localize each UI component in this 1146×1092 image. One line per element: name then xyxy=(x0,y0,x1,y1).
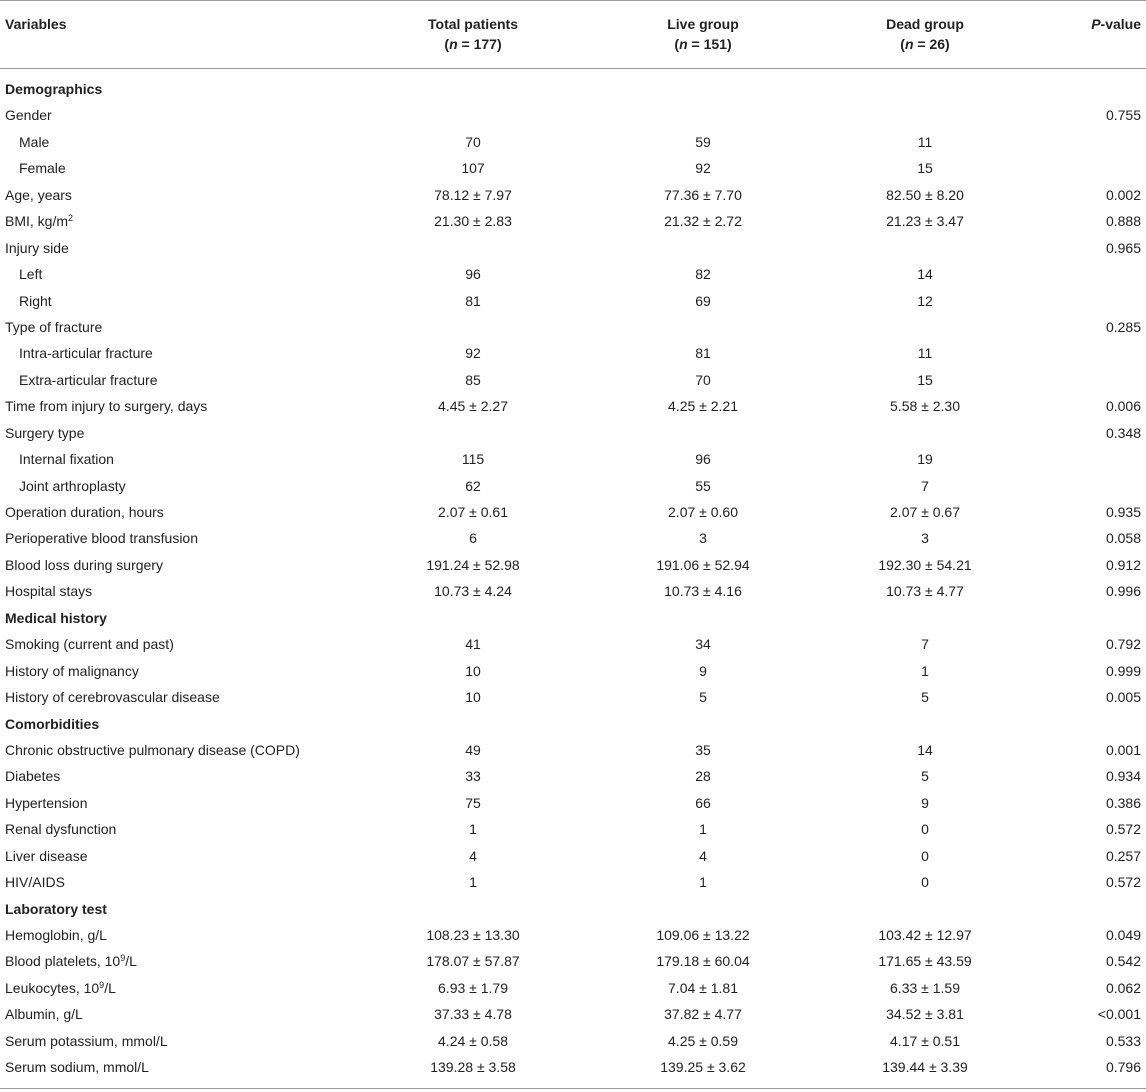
variable-label: History of malignancy xyxy=(5,662,139,679)
section-header-row xyxy=(0,711,1146,737)
header-dead-label: Dead group xyxy=(886,16,964,32)
variable-label: Diabetes xyxy=(5,768,61,785)
variable-label: Left xyxy=(19,266,43,283)
total-patients-cell: 92 xyxy=(465,345,481,362)
total-patients-cell: 1 xyxy=(469,821,477,838)
header-p-value: P-value xyxy=(1091,16,1141,32)
p-value-cell: 0.257 xyxy=(1105,847,1141,864)
header-live xyxy=(593,14,813,54)
variable-label: Serum sodium, mmol/L xyxy=(5,1059,149,1076)
total-patients-cell: 70 xyxy=(465,133,481,150)
variable-label: Renal dysfunction xyxy=(5,821,117,838)
dead-group-cell: 3 xyxy=(921,530,929,547)
header-live-label: Live group xyxy=(667,16,739,32)
live-group-cell: 55 xyxy=(695,477,711,494)
p-value-cell: 0.062 xyxy=(1105,979,1141,996)
p-value-cell: 0.049 xyxy=(1105,927,1141,943)
table-row xyxy=(0,790,1146,816)
variable-label: Type of fracture xyxy=(5,318,103,335)
total-patients-cell: 96 xyxy=(465,266,481,283)
p-value-cell: 0.348 xyxy=(1105,424,1141,441)
live-group-cell: 35 xyxy=(695,741,711,758)
dead-group-cell: 0 xyxy=(921,821,929,838)
table-row xyxy=(0,102,1146,128)
live-group-cell: 21.32 ± 2.72 xyxy=(664,213,742,230)
variable-label: Time from injury to surgery, days xyxy=(5,398,208,415)
dead-group-cell: 6.33 ± 1.59 xyxy=(890,979,960,996)
section-title: Medical history xyxy=(5,609,107,626)
table-row xyxy=(0,843,1146,869)
p-value-cell: 0.888 xyxy=(1105,213,1141,230)
variable-label: Internal fixation xyxy=(19,451,114,468)
dead-group-cell: 1 xyxy=(921,662,929,679)
dead-group-cell: 11 xyxy=(917,345,933,362)
header-dead xyxy=(815,14,1035,54)
total-patients-cell: 62 xyxy=(465,477,481,494)
section-title: Demographics xyxy=(5,81,103,97)
live-group-cell: 3 xyxy=(699,530,707,547)
table-row xyxy=(0,261,1146,287)
variable-label: Injury side xyxy=(5,239,69,256)
table-row xyxy=(0,367,1146,393)
dead-group-cell: 0 xyxy=(921,874,929,891)
bottom-rule xyxy=(0,1088,1146,1089)
variable-label: Male xyxy=(19,133,50,150)
total-patients-cell: 191.24 ± 52.98 xyxy=(426,556,520,573)
dead-group-cell: 192.30 ± 54.21 xyxy=(878,556,972,573)
dead-group-cell: 4.17 ± 0.51 xyxy=(890,1032,960,1049)
p-value-cell: 0.002 xyxy=(1105,186,1141,203)
header-rule xyxy=(0,68,1146,69)
variable-label: Joint arthroplasty xyxy=(19,477,126,494)
live-group-cell: 70 xyxy=(695,371,711,388)
p-value-cell: 0.755 xyxy=(1105,107,1141,124)
total-patients-cell: 10 xyxy=(465,689,481,706)
table-row xyxy=(0,975,1146,1001)
total-patients-cell: 10 xyxy=(465,662,481,679)
table-row xyxy=(0,1054,1146,1080)
total-patients-cell: 4 xyxy=(469,847,477,864)
variable-label: Hypertension xyxy=(5,794,88,811)
table-row xyxy=(0,684,1146,710)
live-group-cell: 34 xyxy=(695,636,711,653)
p-value-cell: 0.934 xyxy=(1105,768,1141,785)
dead-group-cell: 21.23 ± 3.47 xyxy=(886,213,964,230)
total-patients-cell: 10.73 ± 4.24 xyxy=(434,583,512,600)
table-row xyxy=(0,922,1146,948)
table-body xyxy=(0,76,1146,1081)
table-row xyxy=(0,288,1146,314)
total-patients-cell: 21.30 ± 2.83 xyxy=(434,213,512,230)
table-row xyxy=(0,129,1146,155)
dead-group-cell: 14 xyxy=(917,266,933,283)
p-value-cell: 0.912 xyxy=(1105,556,1141,573)
p-value-cell: 0.796 xyxy=(1105,1059,1141,1076)
live-group-cell: 66 xyxy=(695,794,711,811)
dead-group-cell: 0 xyxy=(921,847,929,864)
dead-group-cell: 103.42 ± 12.97 xyxy=(878,927,972,943)
live-group-cell: 37.82 ± 4.77 xyxy=(664,1006,742,1023)
live-group-cell: 1 xyxy=(699,821,707,838)
live-group-cell: 7.04 ± 1.81 xyxy=(668,979,738,996)
live-group-cell: 5 xyxy=(699,689,707,706)
p-value-cell: 0.792 xyxy=(1105,636,1141,653)
variable-label: Hemoglobin, g/L xyxy=(5,927,107,943)
p-value-cell: 0.386 xyxy=(1105,794,1141,811)
dead-group-cell: 10.73 ± 4.77 xyxy=(886,583,964,600)
table-row xyxy=(0,182,1146,208)
dead-group-cell: 82.50 ± 8.20 xyxy=(886,186,964,203)
dead-group-cell: 34.52 ± 3.81 xyxy=(886,1006,964,1023)
table-row xyxy=(0,816,1146,842)
table-row xyxy=(0,869,1146,895)
total-patients-cell: 33 xyxy=(465,768,481,785)
dead-group-cell: 11 xyxy=(917,133,933,150)
total-patients-cell: 75 xyxy=(465,794,481,811)
p-value-cell: <0.001 xyxy=(1097,1006,1141,1023)
total-patients-cell: 85 xyxy=(465,371,481,388)
live-group-cell: 82 xyxy=(695,266,711,283)
live-group-cell: 4.25 ± 2.21 xyxy=(668,398,738,415)
total-patients-cell: 37.33 ± 4.78 xyxy=(434,1006,512,1023)
p-value-cell: 0.572 xyxy=(1105,874,1141,891)
variable-label: Extra-articular fracture xyxy=(19,371,158,388)
table-row xyxy=(0,499,1146,525)
header-dead-n: (n = 26) xyxy=(900,36,950,52)
dead-group-cell: 7 xyxy=(921,636,929,653)
dead-group-cell: 15 xyxy=(917,160,933,177)
total-patients-cell: 81 xyxy=(465,292,481,309)
variable-label: Blood loss during surgery xyxy=(5,556,163,573)
dead-group-cell: 12 xyxy=(917,292,933,309)
p-value-cell: 0.533 xyxy=(1105,1032,1141,1049)
live-group-cell: 69 xyxy=(695,292,711,309)
section-header-row xyxy=(0,76,1146,102)
live-group-cell: 9 xyxy=(699,662,707,679)
variable-label: Leukocytes, $10^9/L$ xyxy=(5,979,116,996)
variable-label: Hospital stays xyxy=(5,583,93,600)
table-row xyxy=(0,525,1146,551)
p-value-cell: 0.996 xyxy=(1105,583,1141,600)
dead-group-cell: 7 xyxy=(921,477,929,494)
section-header-row xyxy=(0,896,1146,922)
table-row xyxy=(0,1028,1146,1054)
dead-group-cell: 5 xyxy=(921,689,929,706)
table-row xyxy=(0,208,1146,234)
variable-label: Albumin, g/L xyxy=(5,1006,83,1023)
live-group-cell: 81 xyxy=(695,345,711,362)
variable-label: Intra-articular fracture xyxy=(19,345,153,362)
live-group-cell: 96 xyxy=(695,451,711,468)
live-group-cell: 2.07 ± 0.60 xyxy=(668,504,738,520)
variable-label: Liver disease xyxy=(5,847,88,864)
variable-label: Serum potassium, mmol/L xyxy=(5,1032,168,1049)
table-row xyxy=(0,340,1146,366)
variable-label: Surgery type xyxy=(5,424,85,441)
variable-label: Blood platelets, $10^9/L$ xyxy=(5,953,137,970)
table-row xyxy=(0,393,1146,419)
total-patients-cell: 4.24 ± 0.58 xyxy=(438,1032,508,1049)
table-row xyxy=(0,578,1146,604)
live-group-cell: 4 xyxy=(699,847,707,864)
live-group-cell: 139.25 ± 3.62 xyxy=(660,1059,746,1076)
dead-group-cell: 5.58 ± 2.30 xyxy=(890,398,960,415)
variable-label: History of cerebrovascular disease xyxy=(5,689,220,706)
total-patients-cell: 108.23 ± 13.30 xyxy=(426,927,520,943)
variable-label: BMI, $kg/m^2$ xyxy=(5,213,74,230)
total-patients-cell: 78.12 ± 7.97 xyxy=(434,186,512,203)
live-group-cell: 1 xyxy=(699,874,707,891)
variable-label: Operation duration, hours xyxy=(5,504,164,520)
p-value-cell: 0.285 xyxy=(1105,318,1141,335)
live-group-cell: 109.06 ± 13.22 xyxy=(656,927,750,943)
total-patients-cell: 139.28 ± 3.58 xyxy=(430,1059,516,1076)
live-group-cell: 10.73 ± 4.16 xyxy=(664,583,742,600)
variable-label: Perioperative blood transfusion xyxy=(5,530,199,547)
p-value-cell: 0.006 xyxy=(1105,398,1141,415)
header-variables: Variables xyxy=(5,16,67,32)
live-group-cell: 28 xyxy=(695,768,711,785)
live-group-cell: 179.18 ± 60.04 xyxy=(656,953,750,970)
p-value-cell: 0.058 xyxy=(1105,530,1141,547)
top-rule xyxy=(0,0,1146,1)
live-group-cell: 59 xyxy=(695,133,711,150)
variable-label: Right xyxy=(19,292,52,309)
header-total xyxy=(363,14,583,54)
table-row xyxy=(0,631,1146,657)
dead-group-cell: 19 xyxy=(917,451,933,468)
table-row xyxy=(0,948,1146,974)
table-row xyxy=(0,420,1146,446)
dead-group-cell: 5 xyxy=(921,768,929,785)
p-value-cell: 0.572 xyxy=(1105,821,1141,838)
total-patients-cell: 115 xyxy=(461,451,485,468)
variable-label: Smoking (current and past) xyxy=(5,636,174,653)
dead-group-cell: 139.44 ± 3.39 xyxy=(882,1059,968,1076)
total-patients-cell: 4.45 ± 2.27 xyxy=(438,398,508,415)
total-patients-cell: 107 xyxy=(461,160,485,177)
total-patients-cell: 1 xyxy=(469,874,477,891)
p-value-cell: 0.001 xyxy=(1105,741,1141,758)
total-patients-cell: 49 xyxy=(465,741,481,758)
header-live-n: (n = 151) xyxy=(674,36,732,52)
total-patients-cell: 2.07 ± 0.61 xyxy=(438,504,508,520)
dead-group-cell: 14 xyxy=(917,741,933,758)
table-row xyxy=(0,446,1146,472)
dead-group-cell: 9 xyxy=(921,794,929,811)
table-row xyxy=(0,552,1146,578)
table-row xyxy=(0,155,1146,181)
total-patients-cell: 178.07 ± 57.87 xyxy=(426,953,520,970)
live-group-cell: 77.36 ± 7.70 xyxy=(664,186,742,203)
p-value-cell: 0.005 xyxy=(1105,689,1141,706)
section-title: Comorbidities xyxy=(5,715,100,732)
variable-label: Gender xyxy=(5,107,52,124)
dead-group-cell: 15 xyxy=(917,371,933,388)
live-group-cell: 92 xyxy=(695,160,711,177)
section-header-row xyxy=(0,605,1146,631)
variable-label: HIV/AIDS xyxy=(5,874,65,891)
p-value-cell: 0.542 xyxy=(1105,953,1141,970)
p-value-cell: 0.965 xyxy=(1105,239,1141,256)
total-patients-cell: 6 xyxy=(469,530,477,547)
table-row xyxy=(0,763,1146,789)
dead-group-cell: 2.07 ± 0.67 xyxy=(890,504,960,520)
variable-label: Chronic obstructive pulmonary disease (COPD) xyxy=(5,741,300,758)
table-row xyxy=(0,235,1146,261)
variable-label: Age, years xyxy=(5,186,72,203)
header-row xyxy=(0,14,1146,58)
p-value-cell: 0.999 xyxy=(1105,662,1141,679)
dead-group-cell: 171.65 ± 43.59 xyxy=(878,953,972,970)
section-title: Laboratory test xyxy=(5,900,107,917)
table-row xyxy=(0,658,1146,684)
header-total-n: (n = 177) xyxy=(444,36,502,52)
table-row xyxy=(0,737,1146,763)
live-group-cell: 4.25 ± 0.59 xyxy=(668,1032,738,1049)
p-value-cell: 0.935 xyxy=(1105,504,1141,520)
total-patients-cell: 41 xyxy=(465,636,481,653)
table-row xyxy=(0,1001,1146,1027)
total-patients-cell: 6.93 ± 1.79 xyxy=(438,979,508,996)
live-group-cell: 191.06 ± 52.94 xyxy=(656,556,750,573)
table-row xyxy=(0,473,1146,499)
header-total-label: Total patients xyxy=(428,16,518,32)
table-row xyxy=(0,314,1146,340)
variable-label: Female xyxy=(19,160,66,177)
